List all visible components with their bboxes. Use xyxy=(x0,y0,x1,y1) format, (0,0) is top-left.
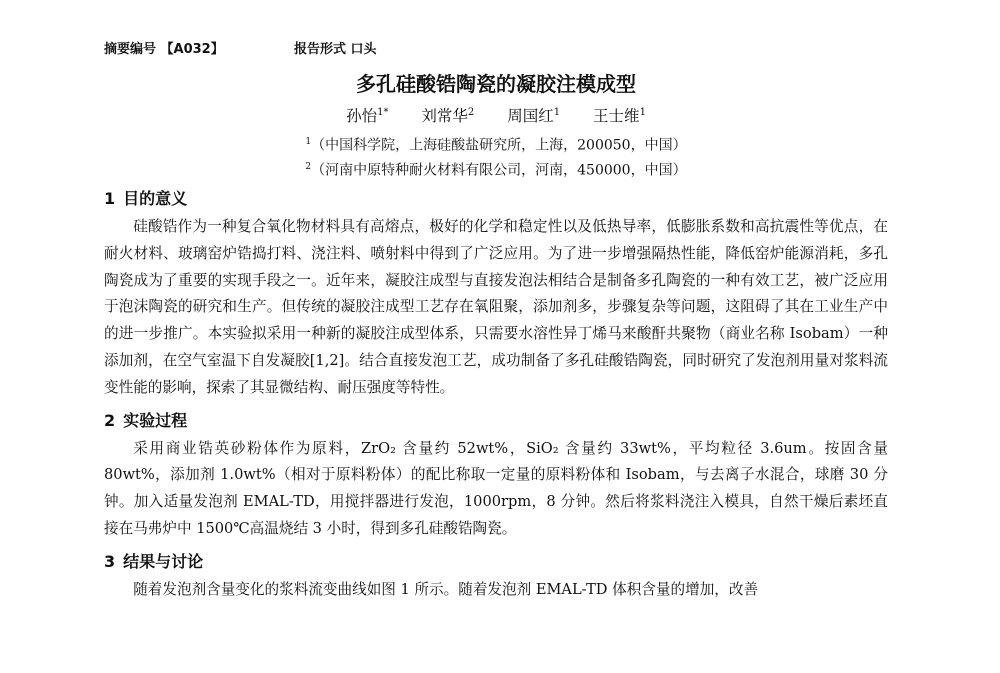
meta-line xyxy=(104,38,888,60)
report-format: 报告形式 口头 xyxy=(294,42,377,57)
section-heading: 1 目的意义 xyxy=(104,189,188,208)
paper-page xyxy=(104,38,888,597)
section-results xyxy=(104,547,888,597)
author: 周国红$^1$ xyxy=(507,106,561,125)
section-body: 采用商业锆英砂粉体作为原料，ZrO₂ 含量约 52wt%，SiO₂ 含量约 33wt%，平均粒径 3.6um。按固含量 80wt%，添加剂 1.0wt%（相对于原料粉体）的配比称取一定量的原料粉体和 Isobam，与去离子水混合，球磨 30 分钟。加入适量发泡剂 EMAL-TD，用搅拌器进行发泡，1000rpm，8 分钟。然后将浆料浇注入模具，自然干燥后素坯直接在马弗炉中 1500℃高温烧结 3 小时，得到多孔硅酸锆陶瓷。 xyxy=(104,439,888,537)
author: 王士维$^1$ xyxy=(593,106,646,125)
affiliation: $^2$（河南中原特种耐火材料有限公司，河南，450000，中国） xyxy=(305,162,687,179)
paper-title: 多孔硅酸锆陶瓷的凝胶注模成型 xyxy=(356,72,636,96)
section-experiment xyxy=(104,406,888,543)
section-body: 硅酸锆作为一种复合氧化物材料具有高熔点，极好的化学和稳定性以及低热导率，低膨胀系数和高抗震性等优点，在耐火材料、玻璃窑炉锆捣打料、浇注料、喷射料中得到了广泛应用。为了进一步增强隔热性能，降低窑炉能源消耗，多孔陶瓷成为了重要的实现手段之一。近年来，凝胶注成型与直接发泡法相结合是制备多孔陶瓷的一种有效工艺，被广泛应用于泡沫陶瓷的研究和生产。但传统的凝胶注成型工艺存在氧阻聚，添加剂多，步骤复杂等问题，这阻碍了其在工业生产中的进一步推广。本实验拟采用一种新的凝胶注成型体系，只需要水溶性异丁烯马来酸酐共聚物（商业名称 Isobam）一种添加剂，在空气室温下自发凝胶[1,2]。结合直接发泡工艺，成功制备了多孔硅酸锆陶瓷，同时研究了发泡剂用量对浆料流变性能的影响，探索了其显微结构、耐压强度等特性。 xyxy=(104,218,888,396)
author: 刘常华$^2$ xyxy=(421,106,475,125)
section-heading: 2 实验过程 xyxy=(104,410,188,430)
section-body-clip xyxy=(104,577,888,597)
abstract-number: 摘要编号 【A032】 xyxy=(104,42,224,57)
author-list xyxy=(104,104,888,130)
section-body: 随着发泡剂含量变化的浆料流变曲线如图 1 所示。随着发泡剂 EMAL-TD 体积含量的增加，改善 xyxy=(133,580,759,597)
section-heading: 3 结果与讨论 xyxy=(104,551,204,571)
author: 孙怡$^{1*}$ xyxy=(346,106,389,125)
affiliation: $^1$（中国科学院，上海硅酸盐研究所，上海，200050，中国） xyxy=(305,137,687,154)
section-purpose xyxy=(104,184,888,402)
